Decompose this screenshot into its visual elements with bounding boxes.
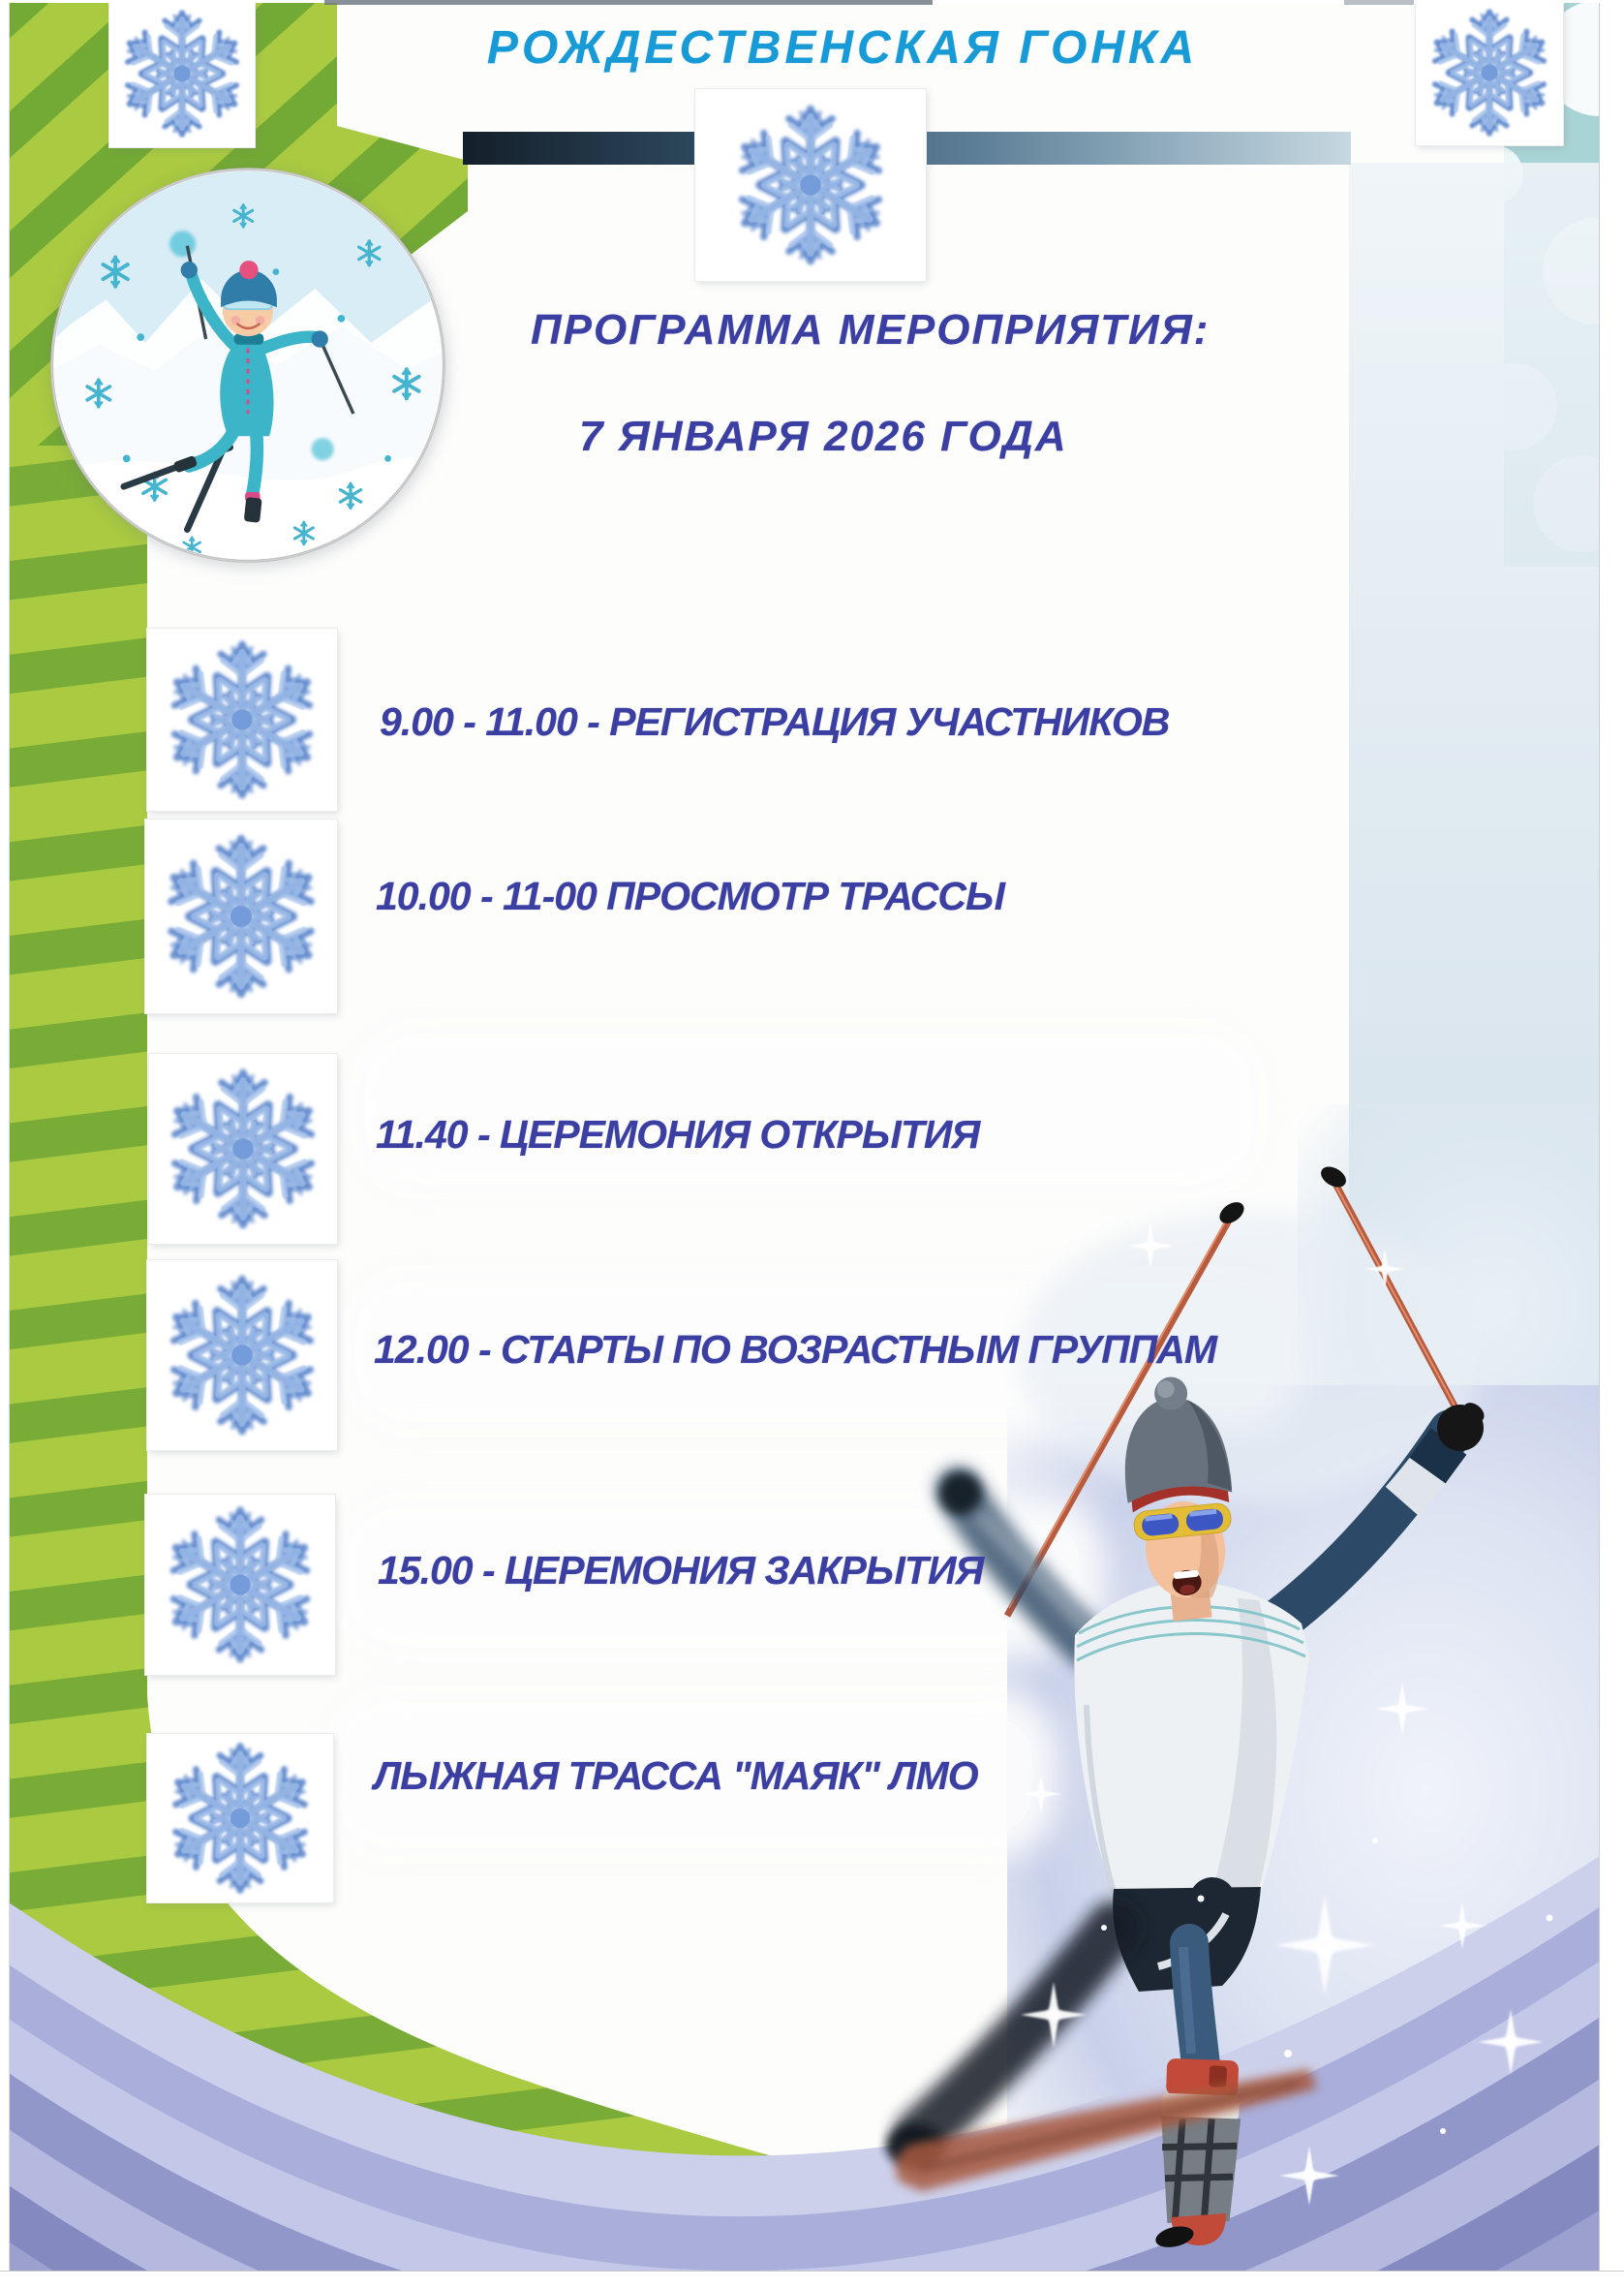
poster-title: РОЖДЕСТВЕНСКАЯ ГОНКА: [486, 22, 1199, 74]
program-heading: ПРОГРАММА МЕРОПРИЯТИЯ:: [531, 306, 1210, 354]
blurred-hand: [939, 1472, 982, 1515]
snowflake-tile: [149, 1054, 337, 1244]
cross-country-skier-illustration: [872, 1114, 1624, 2288]
snowflake-tile: [147, 629, 337, 811]
snowflake-icon: [157, 634, 327, 805]
schedule-item: ЛЫЖНАЯ ТРАССА "МАЯК" ЛМО: [374, 1753, 978, 1798]
snowflake-tile: [147, 1260, 337, 1450]
snowflake-icon: [113, 5, 251, 142]
program-date: 7 ЯНВАРЯ 2026 ГОДА: [579, 413, 1068, 460]
schedule-item: 11.40 - ЦЕРЕМОНИЯ ОТКРЫТИЯ: [376, 1112, 980, 1157]
snowflake-icon: [159, 1737, 322, 1900]
snowflake-icon: [156, 1500, 324, 1669]
snowflake-icon: [153, 828, 329, 1005]
snowflake-tile: [145, 819, 337, 1013]
schedule-item: 10.00 - 11-00 ПРОСМОТР ТРАССЫ: [376, 874, 1005, 918]
scan-margin-bottom: [0, 2271, 1624, 2288]
snowflake-tile: [147, 1734, 333, 1902]
snowflake-tile: [1416, 0, 1563, 145]
snowflake-tile: [109, 0, 255, 147]
snowflake-icon: [157, 1063, 329, 1235]
schedule-item: 12.00 - СТАРТЫ ПО ВОЗРАСТНЫМ ГРУППАМ: [374, 1327, 1217, 1372]
snowflake-icon: [1421, 4, 1558, 141]
schedule-item: 9.00 - 11.00 - РЕГИСТРАЦИЯ УЧАСТНИКОВ: [380, 699, 1170, 744]
skier-badge-illustration: [43, 160, 453, 571]
scan-margin-left: [0, 0, 10, 2288]
snowflake-tile: [695, 89, 926, 281]
blurred-leg: [920, 1928, 1114, 2136]
scan-artifact-line: [324, 0, 933, 5]
schedule-item: 15.00 - ЦЕРЕМОНИЯ ЗАКРЫТИЯ: [378, 1548, 984, 1592]
snowflake-icon: [724, 99, 897, 271]
snowflake-icon: [156, 1269, 328, 1441]
snowflake-tile: [145, 1495, 335, 1675]
scan-artifact-line: [1344, 0, 1414, 5]
scan-margin-right: [1599, 0, 1624, 2288]
skier-torso: [1074, 1581, 1309, 1895]
